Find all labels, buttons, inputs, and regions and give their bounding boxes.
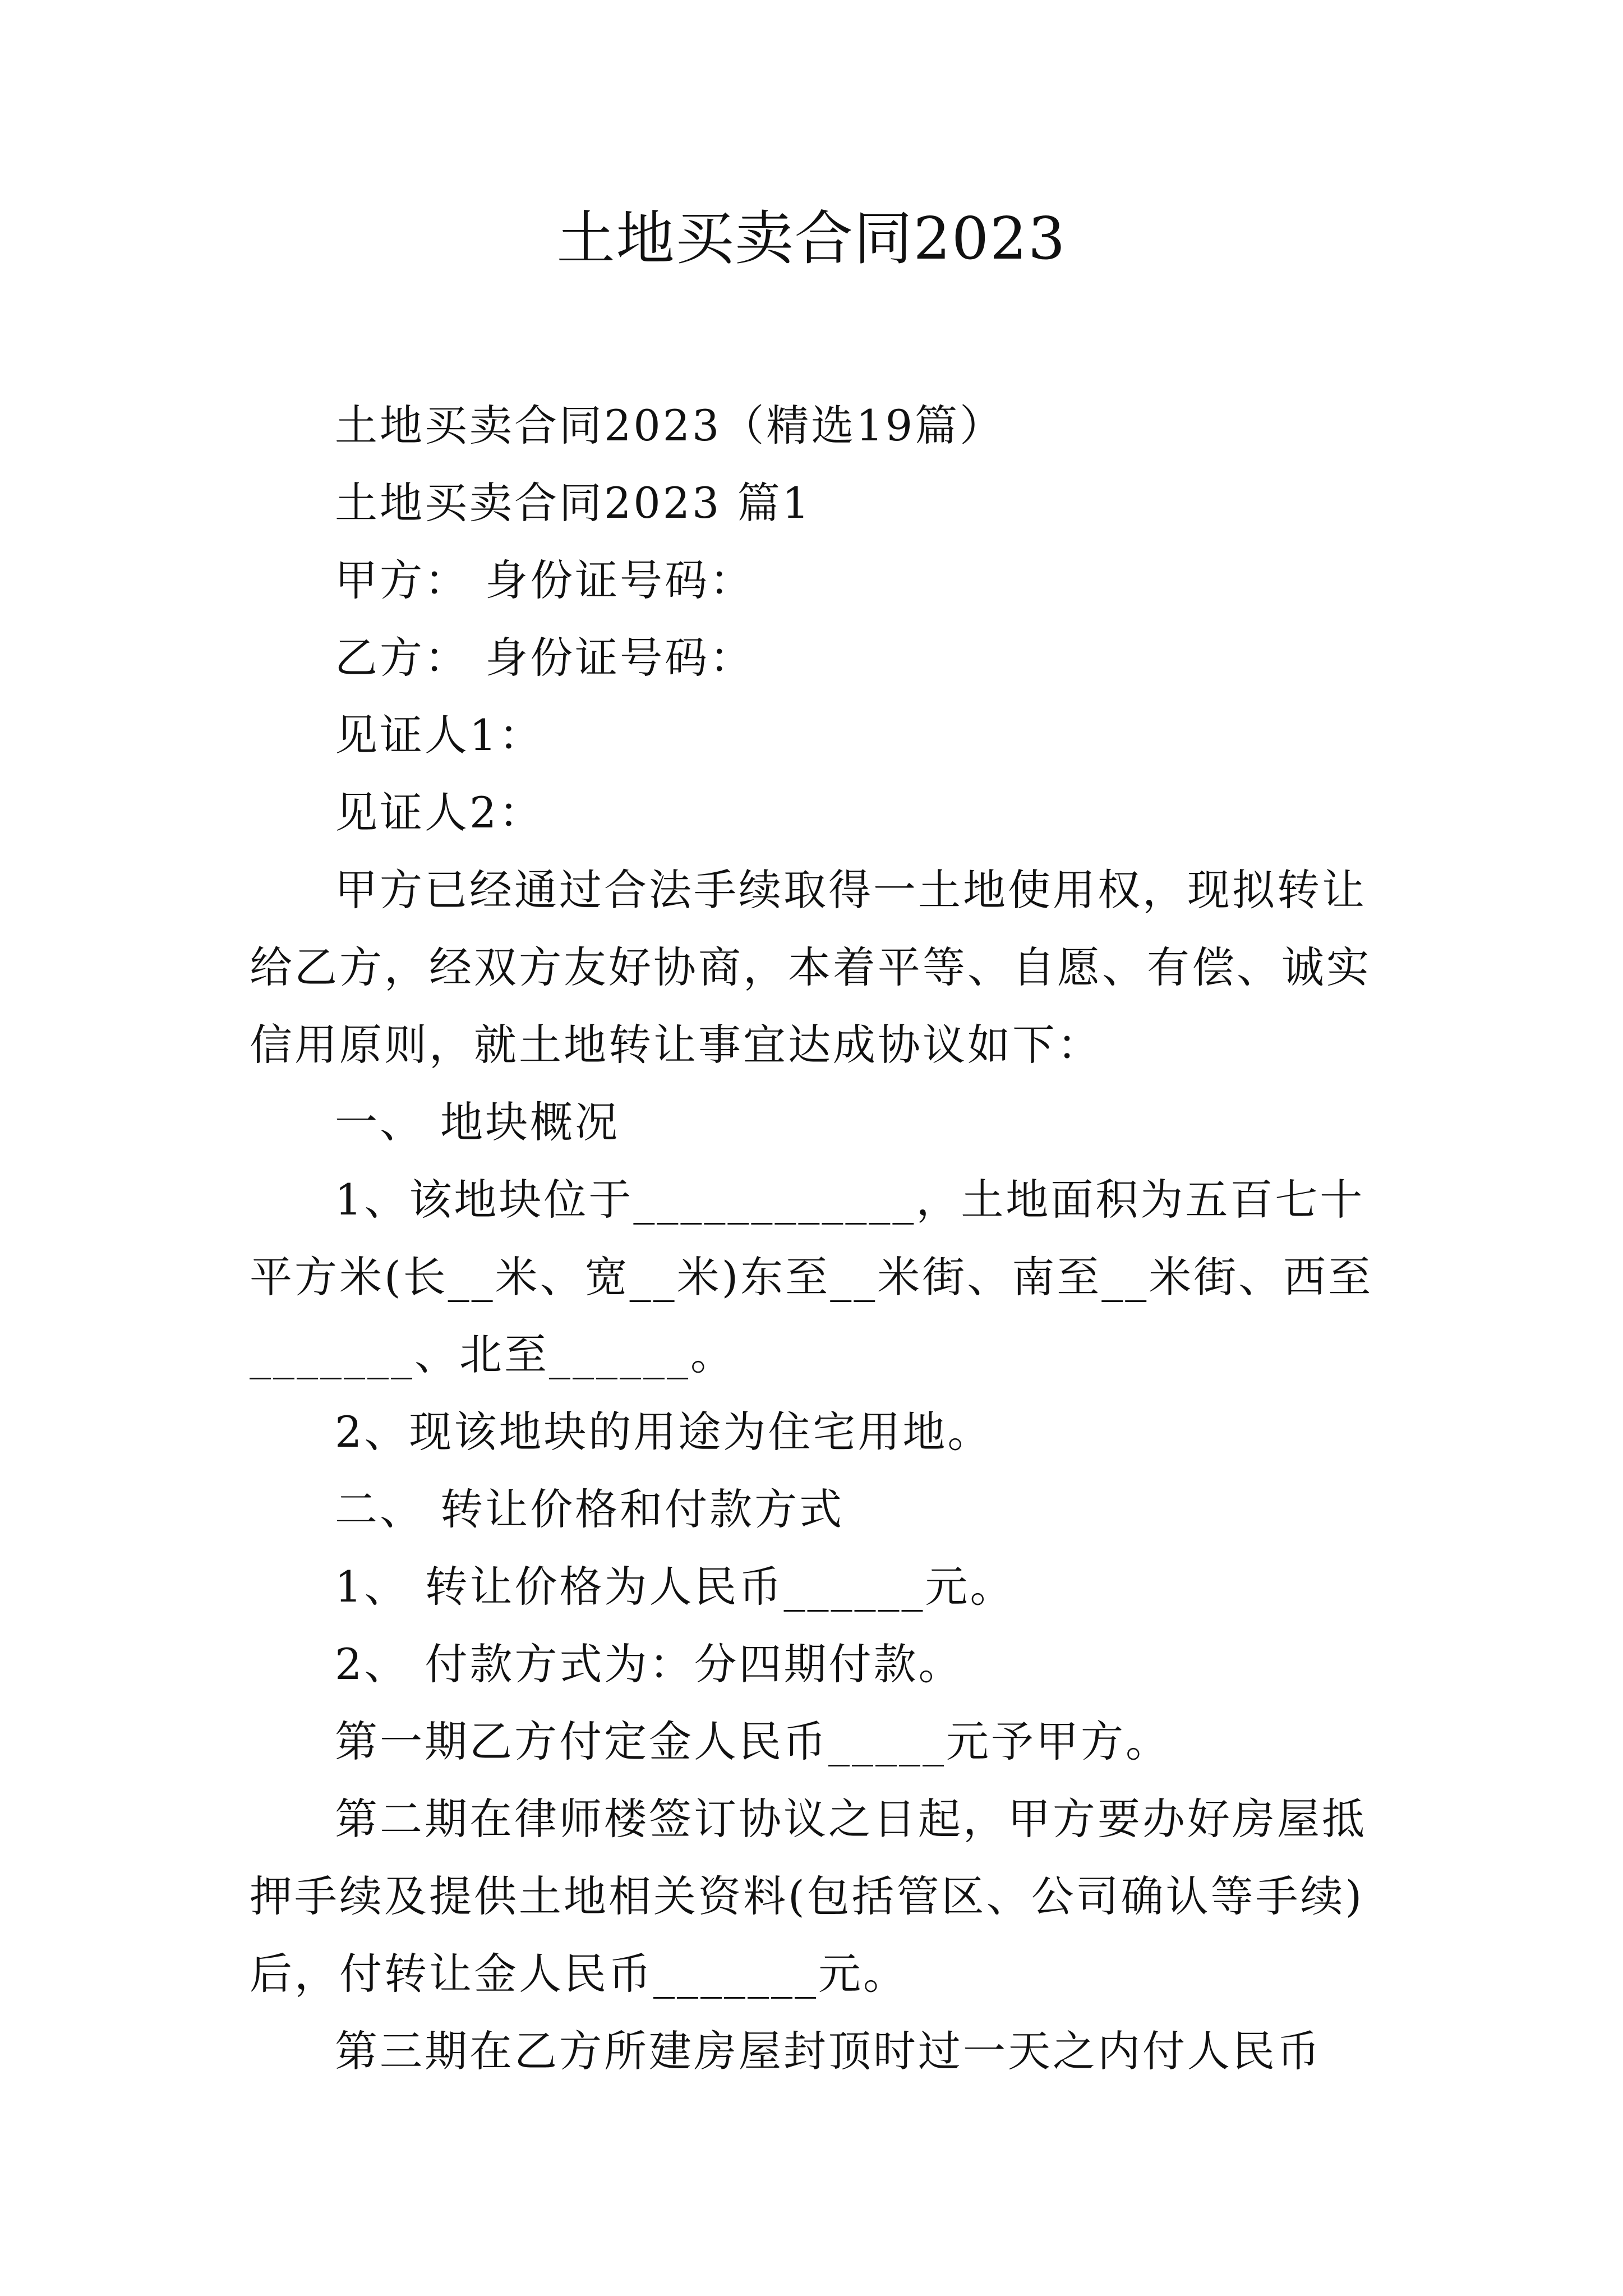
article-1-clause-1: 1、该地块位于____________，土地面积为五百七十平方米(长__米、宽__米)东至__米街、南至__米街、西至_______、北至______。: [250, 1175, 1373, 1379]
section-heading: 土地买卖合同2023 篇1: [335, 478, 811, 528]
payment-phase-1: 第一期乙方付定金人民币_____元予甲方。: [335, 1717, 1170, 1766]
party-a-line: 甲方： 身份证号码：: [335, 555, 755, 605]
payment-phase-2: 第二期在律师楼签订协议之日起，甲方要办好房屋抵押手续及提供土地相关资料(包括管区、公司确认等手续)后，付转让金人民币_______元。: [250, 1794, 1367, 1999]
article-1-heading: 一、 地块概况: [335, 1097, 620, 1147]
article-2-heading: 二、 转让价格和付款方式: [335, 1484, 845, 1534]
party-b-line: 乙方： 身份证号码：: [335, 633, 755, 683]
payment-phase-3: 第三期在乙方所建房屋封顶时过一天之内付人民币: [335, 2026, 1322, 2076]
preamble-paragraph: 甲方已经通过合法手续取得一土地使用权，现拟转让给乙方，经双方友好协商，本着平等、自愿、有偿、诚实信用原则，就土地转让事宜达成协议如下：: [250, 865, 1371, 1070]
witness-2-line: 见证人2：: [335, 788, 544, 838]
document-title: 土地买卖合同2023: [556, 204, 1067, 273]
article-1-clause-2: 2、现该地块的用途为住宅用地。: [335, 1407, 993, 1457]
article-2-clause-1: 1、 转让价格为人民币______元。: [335, 1562, 1015, 1612]
witness-1-line: 见证人1：: [335, 710, 544, 760]
article-2-clause-2: 2、 付款方式为：分四期付款。: [335, 1639, 963, 1689]
document-subtitle: 土地买卖合同2023（精选19篇）: [335, 401, 1005, 450]
document-body: [250, 387, 1388, 2090]
